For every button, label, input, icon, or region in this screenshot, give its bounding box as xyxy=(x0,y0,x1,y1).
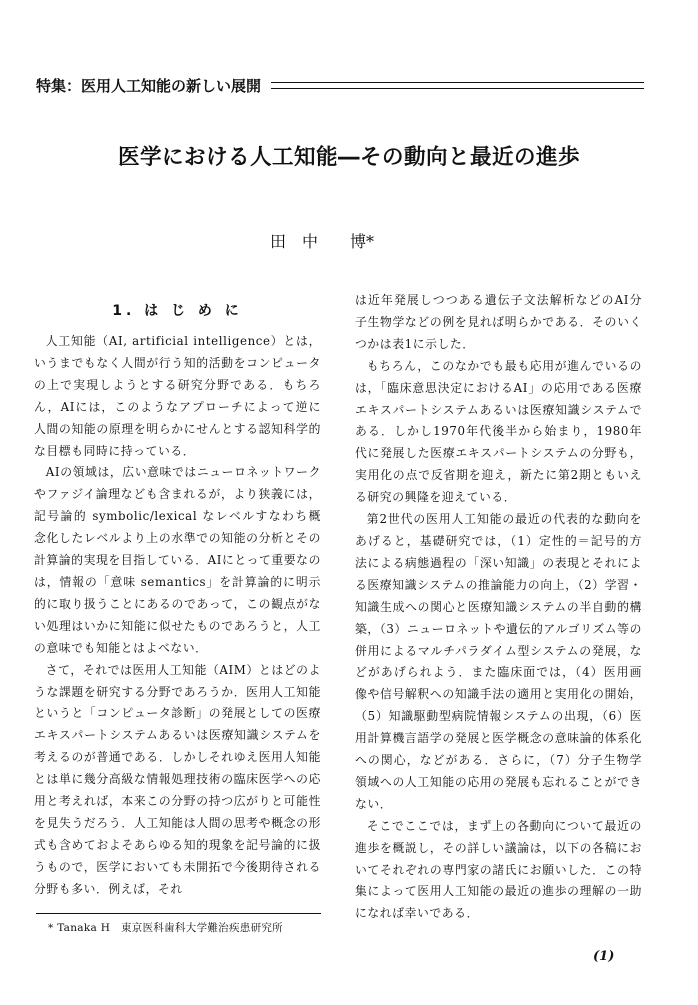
paragraph: もちろん，このなかでも最も応用が進んでいるのは，「臨床意思決定におけるAI」の応用である医療エキスパートシステムあるいは医療知識システムである．しかし1970年代後半から始まり，1980年代に発展した医療エキスパートシステムの分野も，実用化の点で反省期を迎え，新たに第2期ともいえる研究の興隆を迎えている． xyxy=(355,358,642,505)
section-heading: 1. は じ め に xyxy=(112,303,243,319)
footnote-rule xyxy=(36,913,321,914)
paragraph: 人工知能（AI, artificial intelligence）とは，いうまでもなく人間が行う知的活動をコンピュータの上で実現しようとする研究分野である．もちろん，AIには，このようなアプローチによって逆に人間の知能の原理を明らかにせんとする認知科学的な目標も同時に持っている． xyxy=(34,334,321,458)
paragraph-continued: は近年発展しつつある遺伝子文法解析などのAI分子生物学などの例を見れば明らかである．そのいくつかは表1に示した． xyxy=(355,293,642,351)
page-number: (1) xyxy=(593,949,615,964)
series-header xyxy=(36,74,644,96)
paragraph: AIの領域は，広い意味ではニューロネットワークやファジイ論理なども含まれるが，より狭義には，記号論的 symbolic/lexical なレベルすなわち概念化したレベルより上の水準での知能の分析とその計算論的実現を目指している．AIにとって重要なのは，情報の「意味 semantics」を計算論的に明示的に取り扱うことにあるのであって，この観点がない処理はいかに知能に似せたものであろうと，人工の意味でも知能とはよべない． xyxy=(34,465,321,655)
paragraph: 第2世代の医用人工知能の最近の代表的な動向をあげると，基礎研究では，（1）定性的＝記号的方法による病態過程の「深い知識」の表現とそれによる医療知識システムの推論能力の向上，（2）学習・知識生成への関心と医療知識システムの半自動的構築，（3）ニューロネットや遺伝的アルゴリズム等の併用によるマルチパラダイム型システムの発展，などがあげられよう．また臨床面では，（4）医用画像や信号解釈への知識手法の適用と実用化の開始，（5）知識駆動型病院情報システムの出現，（6）医用計算機言語学の発展と医学概念の意味論的体系化への関心，などがある．さらに，（7）分子生物学領域への人工知能の応用の発展も忘れることができない． xyxy=(355,512,642,811)
paragraph: さて，それでは医用人工知能（AIM）とはどのような課題を研究する分野であろうか．医用人工知能というと「コンピュータ診断」の発展としての医療エキスパートシステムあるいは医療知識システムを考えるのが普通である．しかしそれゆえ医用人知能とは単に幾分高級な情報処理技術の臨床医学への応用と考えれば，本来この分野の持つ広がりと可能性を見失うだろう．人工知能は人間の思考や概念の形式も含めておよそあらゆる知的現象を記号論的に扱うもので，医学においても未開拓で今後期待される分野も多い．例えば，それ xyxy=(34,662,321,896)
series-label: 特集：医用人工知能の新しい展開 xyxy=(36,76,262,95)
series-rule xyxy=(271,82,644,89)
article-title: 医学における人工知能―その動向と最近の進歩 xyxy=(117,145,580,170)
left-column xyxy=(34,290,321,901)
author-name: 田 中 博* xyxy=(270,232,375,251)
author-affiliation-footnote: * Tanaka H 東京医科歯科大学難治疾患研究所 xyxy=(48,922,283,934)
paragraph: そこでここでは，まず上の各動向について最近の進歩を概説し，その詳しい議論は，以下の各稿においてそれぞれの専門家の諸氏にお願いした．この特集によって医用人工知能の最近の進歩の理解の一助になれば幸いである． xyxy=(355,818,642,921)
right-column xyxy=(355,290,642,925)
